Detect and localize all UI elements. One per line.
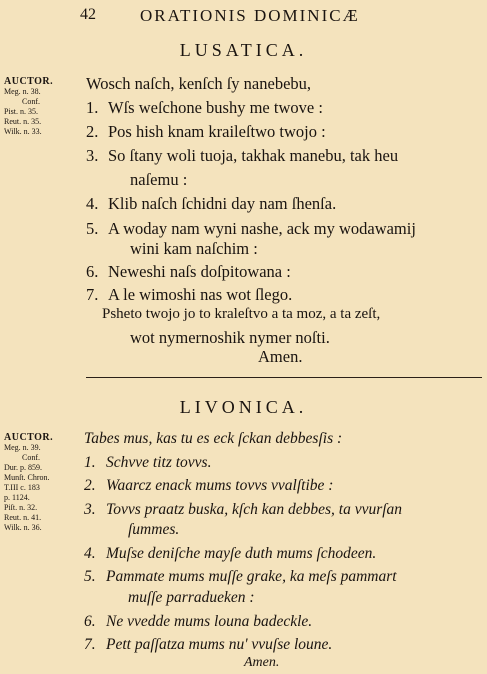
section-title-livonica: LIVONICA. — [179, 397, 308, 417]
auctor-ref: Conf. — [22, 97, 40, 106]
prayer-line: Psheto twojo jo to kraleſtvo a ta moz, a ta zeſt, — [102, 306, 381, 322]
prayer-line-amen: Amen. — [258, 347, 303, 366]
prayer-line: Tabes mus, kas tu es eck ſckan debbesſis : — [84, 430, 343, 447]
prayer-line: 3. Tovvs praatz buska, kſch kan debbes, ta vvurſan — [84, 501, 403, 518]
section-divider — [86, 377, 482, 378]
auctor-ref: Reut. n. 41. — [4, 513, 42, 522]
auctor-ref: p. 1124. — [4, 493, 30, 502]
prayer-line: muſſe parradueken : — [128, 589, 255, 606]
section-title-lusatica: LUSATICA. — [179, 40, 308, 60]
prayer-line: 5. Pammate mums muſſe grake, ka meſs pammart — [84, 568, 397, 585]
prayer-line: wot nymernoshik nymer noſti. — [130, 328, 330, 347]
prayer-line: 3. So ſtany woli tuoja, takhak manebu, tak heu — [86, 146, 399, 165]
auctor-heading: AUCTOR. — [4, 432, 54, 443]
auctor-notes-livonica — [4, 432, 53, 533]
prayer-line: 1. Wſs weſchone bushy me twove : — [86, 98, 323, 117]
prayer-line: 7. A le wimoshi nas wot ſlego. — [86, 285, 293, 304]
auctor-ref: Meg. n. 39. — [4, 443, 41, 452]
prayer-line: 6. Ne vvedde mums louna badeckle. — [84, 613, 313, 630]
auctor-ref: Conf. — [22, 453, 40, 462]
auctor-ref: Munſt. Chron. — [4, 473, 50, 482]
prayer-line: 4. Muſse deniſche mayſe duth mums ſchodeen. — [84, 545, 377, 562]
prayer-line: Wosch naſch, kenſch ſy nanebebu, — [86, 74, 312, 93]
prayer-line: wini kam naſchim : — [130, 239, 258, 258]
prayer-line: naſemu : — [130, 170, 188, 189]
auctor-notes-lusatica — [4, 76, 53, 137]
auctor-ref: Piſt. n. 32. — [4, 503, 38, 512]
auctor-ref: Dur. p. 859. — [4, 463, 42, 472]
prayer-line: 1. Schvve titz tovvs. — [84, 454, 212, 471]
prayer-line: 5. A woday nam wyni nashe, ack my wodawamij — [86, 219, 416, 238]
prayer-line: 4. Klib naſch ſchidni day nam ſhenſa. — [86, 194, 337, 213]
page-number: 42 — [80, 6, 96, 23]
prayer-line: 2. Waarcz enack mums tovvs vvalſtibe : — [84, 477, 334, 494]
prayer-line: ſummes. — [128, 521, 180, 538]
running-header — [0, 6, 487, 26]
auctor-heading: AUCTOR. — [4, 76, 54, 87]
auctor-ref: Wilk. n. 36. — [4, 523, 42, 532]
prayer-line: 6. Neweshi naſs doſpitowana : — [86, 262, 291, 281]
auctor-ref: Meg. n. 38. — [4, 87, 41, 96]
prayer-line: 7. Pett paſſatza mums nu' vvuſse loune. — [84, 636, 333, 653]
prayer-line: 2. Pos hish knam kraileſtwo twojo : — [86, 122, 326, 141]
auctor-ref: Wilk. n. 33. — [4, 127, 42, 136]
auctor-ref: Reut. n. 35. — [4, 117, 42, 126]
auctor-ref: Pist. n. 35. — [4, 107, 39, 116]
running-title: ORATIONIS DOMINICÆ — [140, 6, 360, 25]
auctor-ref: T.III c. 183 — [4, 483, 40, 492]
prayer-line-amen: Amen. — [244, 655, 280, 670]
